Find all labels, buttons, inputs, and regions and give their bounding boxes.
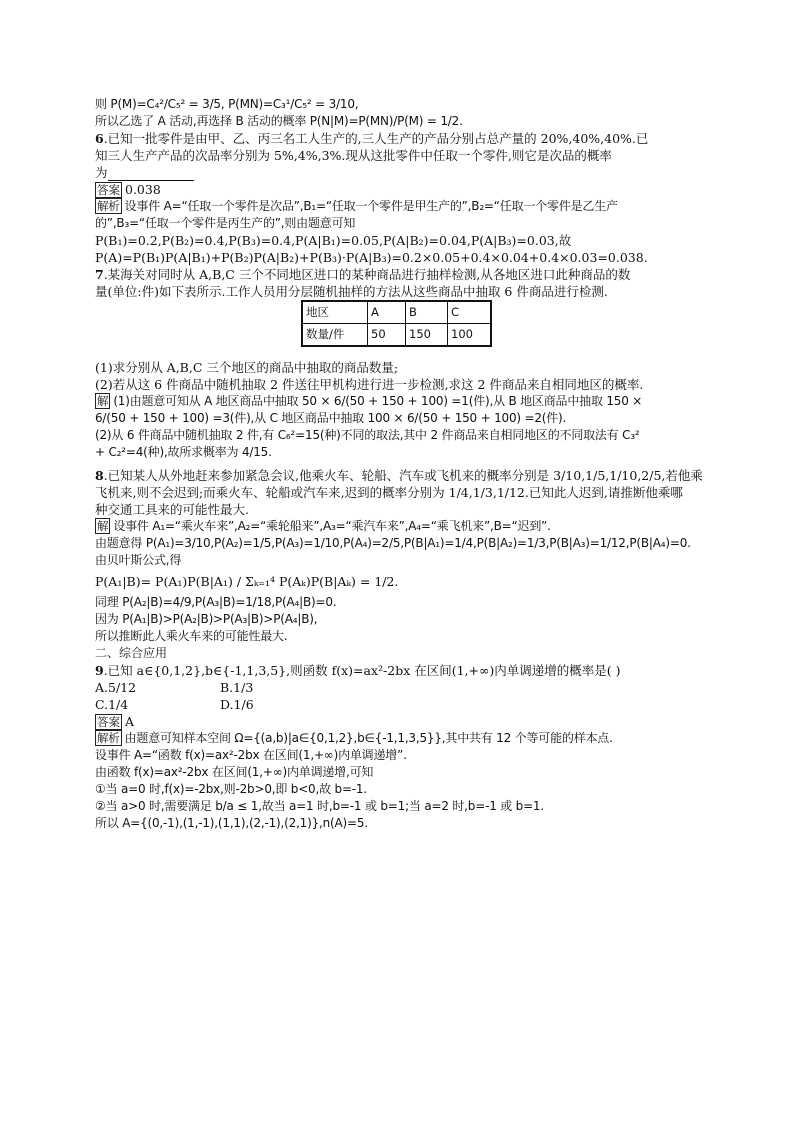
analysis-row [95, 198, 705, 215]
analysis-text: P(A)=P(B₁)P(A|B₁)+P(B₂)P(A|B₂)+P(B₃)·P(A|B₃)=0.2×0.05+0.4×0.04+0.4×0.03=0.038. [95, 250, 648, 265]
question-7 [95, 266, 705, 283]
question-9 [95, 662, 705, 679]
question-text-line [95, 164, 705, 181]
answer-row [95, 713, 705, 730]
analysis-text: + C₂²=4(种),故所求概率为 4/15. [95, 445, 272, 459]
analysis-text: 6/(50 + 150 + 100) =3(件),从 C 地区商品中抽取 100 × 6/(50 + 150 + 100) =2(件). [95, 411, 567, 425]
question-8 [95, 467, 705, 484]
section-heading: 二、综合应用 [95, 646, 168, 660]
table-cell: C [448, 301, 492, 324]
analysis-tag: 解 [97, 394, 109, 408]
question-text: 飞机来,则不会迟到;而乘火车、轮船或汽车来,迟到的概率分别为 1/4,1/3,1/12.已知此人迟到,请推断他乘哪 [95, 485, 683, 500]
question-number: 7 [95, 267, 104, 282]
question-text: 为 [95, 165, 108, 180]
option-a: A.5/12 [95, 680, 137, 695]
analysis-text: 所以推断此人乘火车来的可能性最大. [95, 629, 288, 643]
analysis-text: 设事件 A=“函数 f(x)=ax²-2bx 在区间(1,+∞)内单调递增”. [95, 748, 407, 762]
analysis-tag: 解析 [97, 199, 120, 213]
sub-question: (1)求分别从 A,B,C 三个地区的商品中抽取的商品数量; [95, 360, 399, 375]
answer-tag: 答案 [97, 715, 120, 729]
text-line: 所以乙选了 A 活动,再选择 B 活动的概率 P(N|M)=P(MN)/P(M) = 1/2. [95, 114, 463, 128]
question-number: 9 [95, 663, 104, 678]
analysis-text: P(B₁)=0.2,P(B₂)=0.4,P(B₃)=0.4,P(A|B₁)=0.05,P(A|B₂)=0.04,P(A|B₃)=0.03,故 [95, 233, 572, 248]
answer-value: 0.038 [125, 182, 161, 197]
table-cell: 150 [406, 324, 448, 347]
analysis-text: (1)由题意可知从 A 地区商品中抽取 50 × 6/(50 + 150 + 100) =1(件),从 B 地区商品中抽取 150 × [113, 394, 643, 408]
analysis-text: 因为 P(A₁|B)>P(A₂|B)>P(A₃|B)>P(A₄|B), [95, 612, 318, 626]
analysis-row [95, 518, 705, 535]
question-6 [95, 130, 705, 147]
option-c: C.1/4 [95, 697, 129, 712]
analysis-text: 由函数 f(x)=ax²-2bx 在区间(1,+∞)内单调递增,可知 [95, 765, 374, 779]
options-row [95, 679, 705, 696]
analysis-text: 设事件 A=“任取一个零件是次品”,B₁=“任取一个零件是甲生产的”,B₂=“任取一个零件是乙生产 [124, 199, 618, 213]
analysis-text: (2)从 6 件商品中随机抽取 2 件,有 C₆²=15(种)不同的取法,其中 2 件商品来自相同地区的不同取法有 C₃² [95, 428, 640, 442]
text-line: 则 P(M)=C₄²/C₅² = 3/5, P(MN)=C₃¹/C₅² = 3/10, [95, 97, 359, 111]
question-number: 6 [95, 131, 104, 146]
question-text: 种交通工具来的可能性最大. [95, 502, 249, 517]
answer-row [95, 181, 705, 198]
table-cell: 数量/件 [302, 324, 368, 347]
table-cell: A [368, 301, 406, 324]
document-page [95, 96, 705, 832]
answer-tag: 答案 [97, 183, 120, 197]
analysis-text: 同理 P(A₂|B)=4/9,P(A₃|B)=1/18,P(A₄|B)=0. [95, 595, 337, 609]
analysis-tag: 解 [97, 519, 109, 533]
analysis-text: ①当 a=0 时,f(x)=-2bx,则-2b>0,即 b<0,故 b=-1. [95, 782, 367, 796]
analysis-text: 由贝叶斯公式,得 [95, 553, 182, 567]
analysis-tag: 解析 [97, 731, 120, 745]
question-text: .已知 a∈{0,1,2},b∈{-1,1,3,5},则函数 f(x)=ax²-2bx 在区间(1,+∞)内单调递增的概率是( ) [103, 663, 621, 678]
answer-value: A [125, 714, 135, 729]
question-text: .已知一批零件是由甲、乙、丙三名工人生产的,三人生产的产品分别占总产量的 20%,40%,40%.已 [103, 131, 649, 146]
analysis-text: ②当 a>0 时,需要满足 b/a ≤ 1,故当 a=1 时,b=-1 或 b=1;当 a=2 时,b=-1 或 b=1. [95, 799, 544, 813]
table-cell: B [406, 301, 448, 324]
options-row [95, 696, 705, 713]
table-header-row [302, 301, 491, 324]
answer-blank [108, 168, 194, 181]
analysis-text: 的”,B₃=“任取一个零件是丙生产的”,则由题意可知 [95, 216, 356, 230]
question-number: 8 [95, 468, 104, 483]
analysis-text: P(A₁|B)= P(A₁)P(B|A₁) / Σₖ₌₁⁴ P(Aₖ)P(B|Aₖ) = 1/2. [95, 574, 399, 589]
analysis-row [95, 730, 705, 747]
sub-question: (2)若从这 6 件商品中随机抽取 2 件送往甲机构进行进一步检测,求这 2 件商品来自相同地区的概率. [95, 377, 644, 392]
question-text: 量(单位:件)如下表所示.工作人员用分层随机抽样的方法从这些商品中抽取 6 件商品进行检测. [95, 284, 608, 299]
analysis-text: 所以 A={(0,-1),(1,-1),(1,1),(2,-1),(2,1)},n(A)=5. [95, 816, 368, 830]
analysis-text: 设事件 A₁=“乘火车来”,A₂=“乘轮船来”,A₃=“乘汽车来”,A₄=“乘飞机来”,B=“迟到”. [113, 519, 551, 533]
analysis-text: 由题意可知样本空间 Ω={(a,b)|a∈{0,1,2},b∈{-1,1,3,5}},其中共有 12 个等可能的样本点. [124, 731, 613, 745]
option-b: B.1/3 [220, 680, 254, 695]
table-cell: 地区 [302, 301, 368, 324]
quantity-table [301, 300, 492, 347]
table-cell: 50 [368, 324, 406, 347]
option-d: D.1/6 [220, 697, 254, 712]
table-cell: 100 [448, 324, 492, 347]
analysis-row [95, 393, 705, 410]
table-row [302, 324, 491, 347]
question-text: .某海关对同时从 A,B,C 三个不同地区进口的某种商品进行抽样检测,从各地区进口此种商品的数 [103, 267, 631, 282]
question-text: .已知某人从外地赶来参加紧急会议,他乘火车、轮船、汽车或飞机来的概率分别是 3/10,1/5,1/10,2/5,若他乘 [103, 468, 703, 483]
question-text: 知三人生产产品的次品率分别为 5%,4%,3%.现从这批零件中任取一个零件,则它是次品的概率 [95, 148, 612, 163]
analysis-text: 由题意得 P(A₁)=3/10,P(A₂)=1/5,P(A₃)=1/10,P(A₄)=2/5,P(B|A₁)=1/4,P(B|A₂)=1/3,P(B|A₃)=1/12,P(B|A₄)=0. [95, 536, 691, 550]
